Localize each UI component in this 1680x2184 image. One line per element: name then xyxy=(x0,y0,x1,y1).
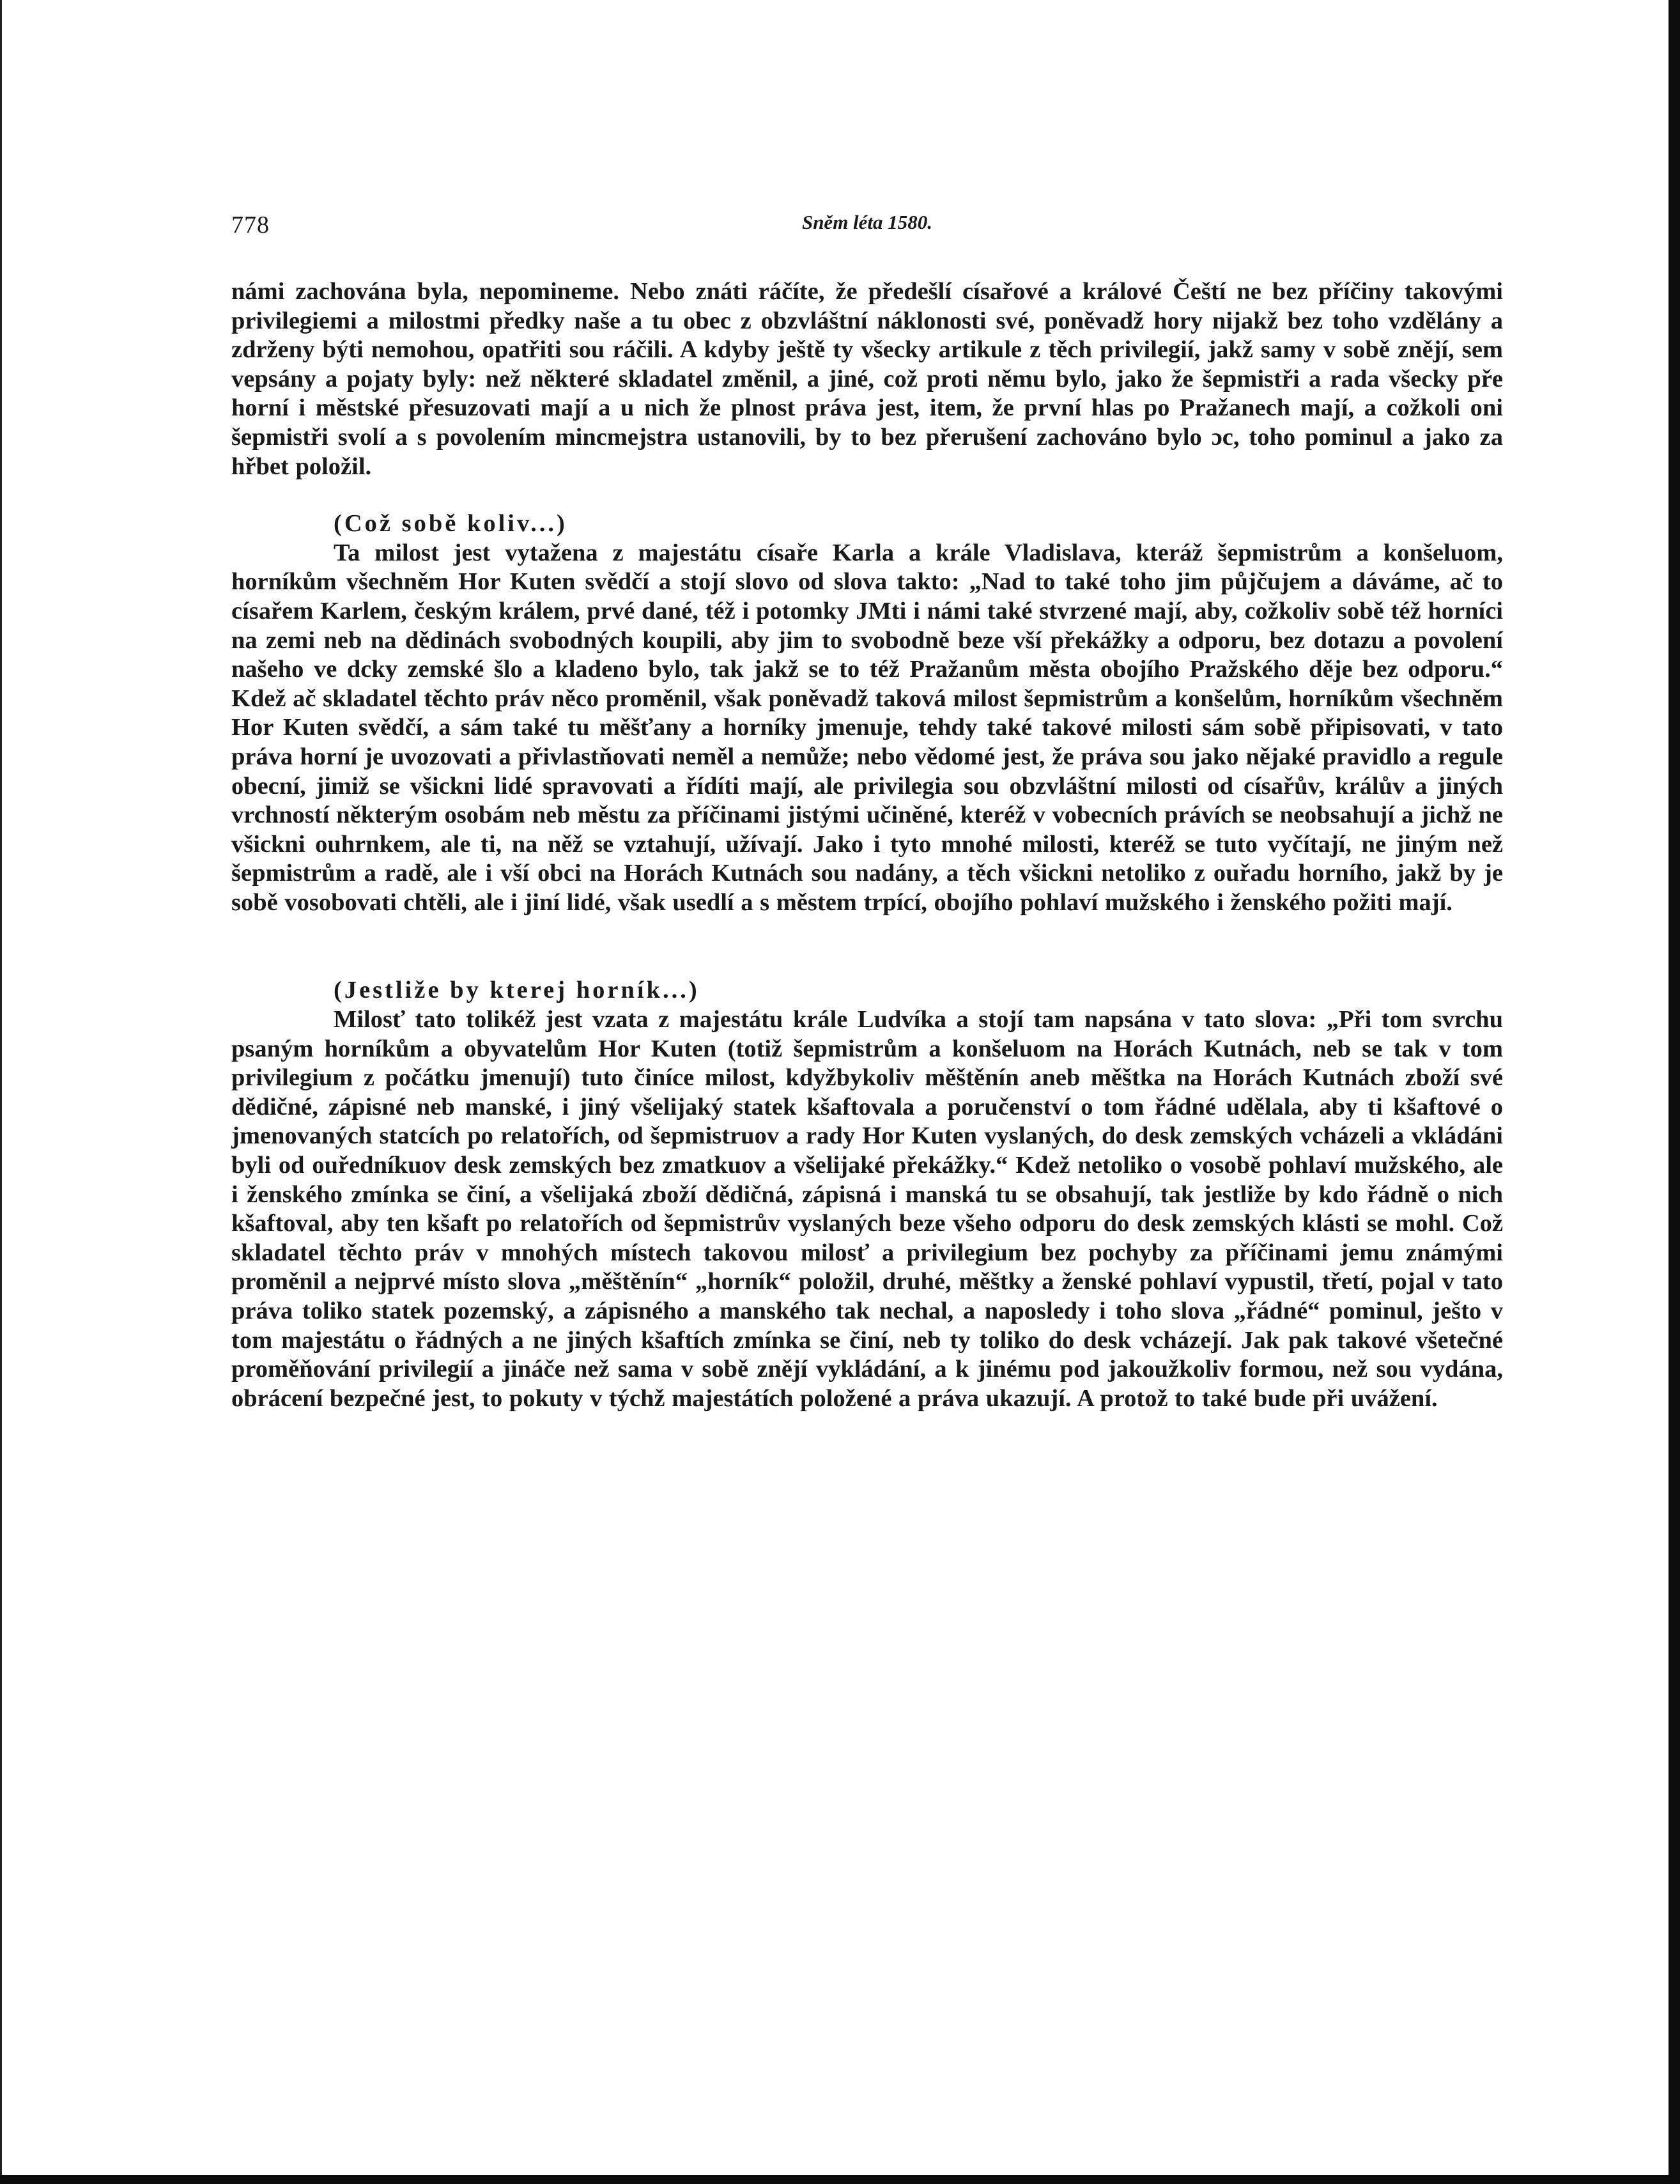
paragraph-intro: námi zachována byla, nepomineme. Nebo znáti ráčíte, že předešlí císařové a králové Čeští ne bez příčiny takovými privilegiemi a milostmi předky naše a tu obec z obzvláštní náklonosti své, poněvadž hory nijakž bez toho vzdělány a zdrženy býti nemohou, opatřiti sou ráčili. A kdyby ještě ty všecky artikule z těch privilegií, jakž samy v sobě znějí, sem vepsány a pojaty byly: než některé skladatel změnil, a jiné, což proti němu bylo, jako že šepmistři a rada všecky pře horní i městské přesuzovati mají a u nich že plnost práva jest, item, že první hlas po Pražanech mají, a cožkoli oni šepmistři svolí a s povolením mincmejstra ustanovili, by to bez přerušení zachováno bylo ɔc, toho pominul a jako za hřbet položil. xyxy=(231,278,1503,480)
section-heading-2: (Jestliže by kterej horník...) xyxy=(334,977,700,1004)
paragraph-section-1: Ta milost jest vytažena z majestátu císaře Karla a krále Vladislava, kteráž šepmistrům a konšeluom, horníkům všechněm Hor Kuten svědčí a stojí slovo od slova takto: „Nad to také toho jim půjčujem a dáváme, ač to císařem Karlem, českým králem, prvé dané, též i potomky JMti i námi také stvrzené mají, aby, cožkoliv sobě též horníci na zemi neb na dědinách svobodných koupili, aby jim to svobodně beze vší překážky a odporu, bez dotazu a povolení našeho ve dcky zemské šlo a kladeno bylo, tak jakž se to též Pražanům města obojího Pražského děje bez odporu.“ Kdež ač skladatel těchto práv něco proměnil, však poněvadž taková milost šepmistrům a konšelům, horníkům všechněm Hor Kuten svědčí, a sám také tu měšťany a horníky jmenuje, tehdy také takové milosti sám sobě připisovati, v tato práva horní je uvozovati a přivlastňovati neměl a nemůže; nebo vědomé jest, že práva sou jako nějaké pravidlo a regule obecní, jimiž se všickni lidé spravovati a řídíti mají, ale privilegia sou obzvláštní milosti od císařův, králův a jiných vrchností některým osobám neb městu za příčinami jistými učiněné, kteréž v vobecních právích se neobsahují a jichž ne všickni ouhrnkem, ale ti, na něž se vztahují, užívají. Jako i tyto mnohé milosti, kteréž se tuto vyčítají, ne jiným než šepmistrům a radě, ale i vší obci na Horách Kutnách sou nadány, a těch všickni netoliko z ouřadu horního, jakž by je sobě vosobovati chtěli, ale i jiní lidé, však usedlí a s městem trpící, obojího pohlaví mužského i ženského požiti mají. xyxy=(231,539,1503,916)
section-heading-1: (Což sobě koliv...) xyxy=(334,510,567,538)
paragraph-section-2: Milosť tato tolikéž jest vzata z majestátu krále Ludvíka a stojí tam napsána v tato slova: „Při tom svrchu psaným horníkům a obyvatelům Hor Kuten (totiž šepmistrům a konšeluom na Horách Kutnách, neb se tak v tom privilegium z počátku jmenují) tuto činíce milost, kdyžbykoliv měštěnín aneb měštka na Horách Kutnách zboží své dědičné, zápisné neb manské, i jiný všelijaký statek kšaftovala a poručenství o tom řádné udělala, aby ti kšaftové o jmenovaných statcích po relatořích, od šepmistruov a rady Hor Kuten vyslaných, do desk zemských vcházeli a vkládáni byli od ouředníkuov desk zemských bez zmatkuov a všelijaké překážky.“ Kdež netoliko o vosobě pohlaví mužského, ale i ženského zmínka se činí, a všelijaká zboží dědičná, zápisná i manská tu se obsahují, tak jestliže by kdo řádně o nich kšaftoval, aby ten kšaft po relatořích od šepmistrův vyslaných beze všeho odporu do desk zemských klásti se mohl. Což skladatel těchto práv v mnohých místech takovou milosť a privilegium bez pochyby za příčinami jemu známými proměnil a nejprvé místo slova „měštěnín“ „horník“ položil, druhé, měštky a ženské pohlaví vypustil, třetí, pojal v tato práva toliko statek pozemský, a zápisného a manského tak nechal, a naposledy i toho slova „řádné“ pominul, ješto v tom majestátu o řádných a ne jiných kšaftích zmínka se činí, neb ty toliko do desk vcházejí. Jak pak takové všetečné proměňování privilegií a jináče než sama v sobě znějí vykládání, a k jinému pod jakoužkoliv formou, než sou vydána, obrácení bezpečné jest, to pokuty v týchž majestátích položené a práva ukazují. A protož to také bude při uvážení. xyxy=(231,1006,1503,1412)
page-number: 778 xyxy=(231,212,270,238)
scan-border-bottom xyxy=(0,2175,1680,2184)
scan-border-left xyxy=(0,0,2,2184)
scan-border-right xyxy=(1668,0,1680,2184)
page-body xyxy=(231,277,1503,1413)
running-head: Sněm léta 1580. xyxy=(801,211,933,233)
page-header xyxy=(231,211,1503,249)
